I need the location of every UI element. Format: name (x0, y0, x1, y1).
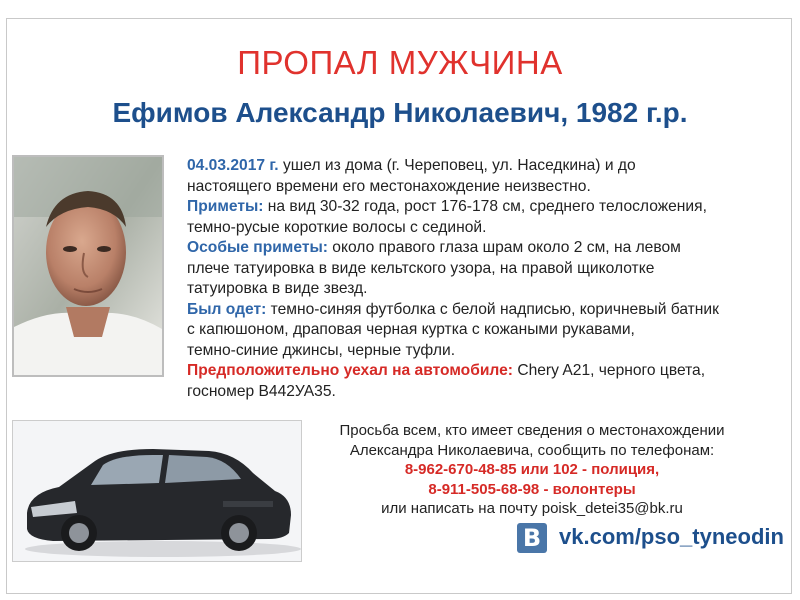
vk-group-link[interactable]: vk.com/pso_tyneodin (559, 524, 784, 549)
email-line: или написать на почту poisk_detei35@bk.ru (381, 500, 683, 517)
clothes-text: с капюшоном, драповая черная куртка с кожаными рукавами, (187, 321, 635, 338)
description-line (187, 156, 787, 177)
date-label: 04.03.2017 г. (187, 157, 279, 174)
special-features-text: татуировка в виде звезд. (187, 280, 368, 297)
description-text: ушел из дома (г. Череповец, ул. Наседкина) и до (278, 157, 636, 174)
missing-person-photo (12, 155, 164, 377)
clothes-text: темно-синяя футболка с белой надписью, коричневый батник (266, 300, 719, 318)
features-text: на вид 30-32 года, рост 176-178 см, среднего телосложения, (263, 198, 707, 215)
description-block (187, 156, 787, 402)
appeal-text: Александра Николаевича, сообщить по телефонам: (349, 441, 715, 459)
vk-logo-icon: В (517, 523, 547, 553)
police-phone: 8-962-670-48-85 или 102 - полиция, (404, 461, 660, 478)
car-label: Предположительно уехал на автомобиле: (187, 362, 513, 379)
appeal-block (302, 421, 762, 519)
volunteers-phone: 8-911-505-68-98 - волонтеры (428, 480, 636, 498)
features-label: Приметы: (187, 198, 264, 215)
car-photo (12, 420, 302, 562)
description-line (187, 361, 787, 382)
car-text: госномер В442УА35. (187, 382, 336, 400)
special-features-text: плече татуировка в виде кельтского узора, на правой щиколотке (187, 259, 655, 277)
description-text: настоящего времени его местонахождение неизвестно. (187, 177, 591, 195)
person-name: Ефимов Александр Николаевич, 1982 г.р. (112, 97, 688, 128)
appeal-text: Просьба всем, кто имеет сведения о местонахождении (339, 422, 725, 439)
special-features-label: Особые приметы: (187, 239, 328, 256)
description-line (187, 238, 787, 259)
car-text: Chery A21, черного цвета, (512, 362, 706, 379)
black-sedan-icon (13, 421, 301, 561)
description-line (187, 197, 787, 218)
features-text: темно-русые короткие волосы с сединой. (187, 218, 487, 236)
clothes-text: темно-синие джинсы, черные туфли. (187, 341, 456, 359)
clothes-label: Был одет: (187, 300, 267, 318)
man-portrait-icon (14, 157, 162, 375)
special-features-text: около правого глаза шрам около 2 см, на левом (327, 239, 681, 256)
poster-headline: ПРОПАЛ МУЖЧИНА (237, 44, 563, 81)
description-line (187, 300, 787, 321)
